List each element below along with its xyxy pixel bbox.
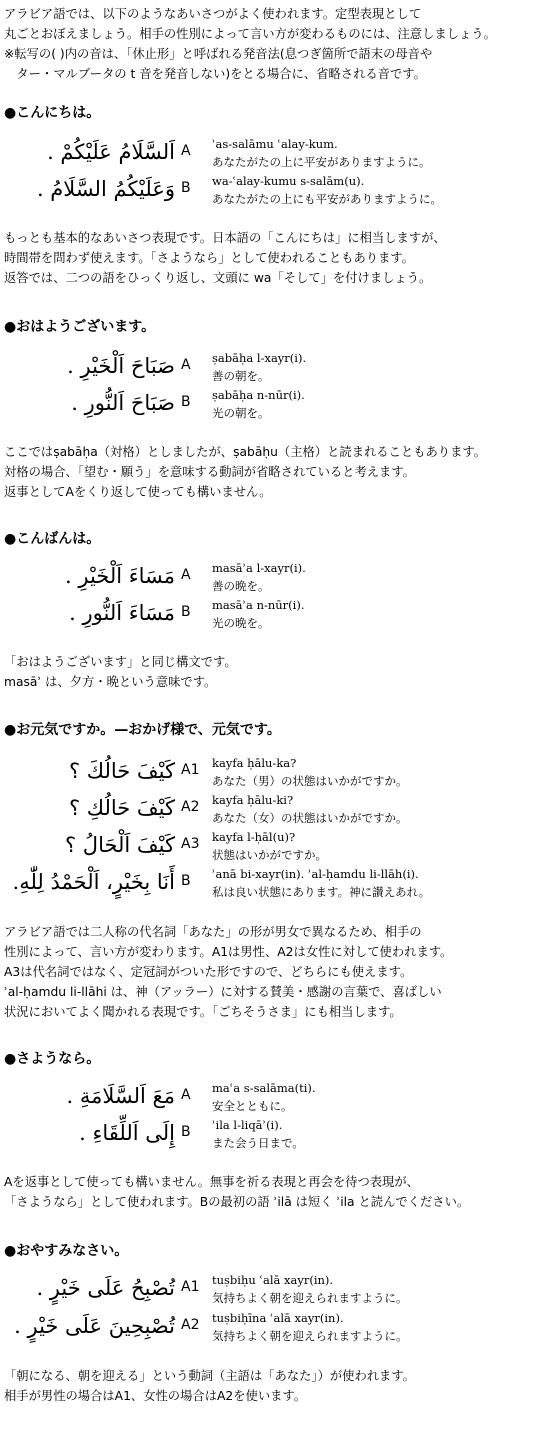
note-line: ここではṣabāḥa（対格）としましたが、ṣabāḥu（主格）と読まれることもあります。 — [4, 445, 487, 459]
transliteration: kayfa ḥālu-ki? — [212, 793, 294, 807]
meaning: 気持ちよく朝を迎えられますように。 — [212, 1329, 408, 1343]
note-line: 時間帯を問わず使えます。「さようなら」として使われることもあります。 — [4, 251, 414, 265]
meaning: 状態はいかがですか。 — [212, 848, 327, 862]
transliteration: ʾila l-liqāʾ(i). — [212, 1118, 283, 1132]
arabic-phrase: مَسَاءَ اَلنُّورِ . — [69, 601, 175, 625]
note-line: A3は代名詞ではなく、定冠詞がついた形ですので、どちらにも使えます。 — [4, 965, 413, 979]
meaning: 善の朝を。 — [212, 369, 270, 383]
phrase-label: A3 — [181, 836, 200, 852]
phrase-label: A2 — [181, 799, 200, 815]
note-line: 「おはようございます」と同じ構文です。 — [4, 655, 237, 669]
phrase-row — [0, 173, 540, 209]
note-line: 性別によって、言い方が変わります。A1は男性、A2は女性に対して使われます。 — [4, 945, 453, 959]
transliteration: maʿa s-salāma(ti). — [212, 1081, 316, 1095]
note-line: 「さようなら」として使われます。Bの最初の語 ʾilā は短く ʾila と読んでください。 — [4, 1195, 470, 1209]
note-line: ʾal-ḥamdu li-llāhi は、神（アッラー）に対する賛美・感謝の言葉で、喜ばしい — [4, 985, 442, 999]
intro-paragraph — [4, 4, 538, 84]
phrase-row — [0, 755, 540, 791]
arabic-phrase: تُصْبِحِينَ عَلَى خَيْرٍ . — [14, 1314, 175, 1338]
transliteration: ṣabāḥa l-xayr(i). — [212, 351, 307, 365]
meaning: あなたがたの上にも平安がありますように。 — [212, 192, 442, 206]
note-line: もっとも基本的なあいさつ表現です。日本語の「こんにちは」に相当しますが、 — [4, 231, 446, 245]
phrase-label: A — [181, 567, 191, 583]
phrase-label: A — [181, 1087, 191, 1103]
note-line: 対格の場合、「望む・願う」を意味する動詞が省略されていると考えます。 — [4, 465, 415, 479]
intro-line: ター・マルブータの t 音を発音しない)をとる場合に、省略される音です。 — [4, 67, 426, 81]
meaning: 私は良い状態にあります。神に讃えあれ。 — [212, 885, 431, 899]
phrase-label: B — [181, 604, 191, 620]
meaning: 安全とともに。 — [212, 1099, 293, 1113]
section-heading-good-night: ●おやすみなさい。 — [4, 1243, 129, 1259]
phrase-row — [0, 866, 540, 902]
arabic-phrase: أَنَا بِخَيْرٍ، اَلْحَمْدُ لِلّٰهِ. — [12, 870, 175, 894]
note-line: 「朝になる、朝を迎える」という動詞（主語は「あなた」）が使われます。 — [4, 1369, 415, 1383]
section-notes — [4, 1172, 538, 1212]
phrase-row — [0, 1272, 540, 1308]
arabic-phrase: وَعَلَيْكُمُ السَّلَامُ . — [36, 177, 175, 201]
meaning: 気持ちよく朝を迎えられますように。 — [212, 1291, 408, 1305]
section-notes — [4, 1366, 538, 1406]
section-heading-hello: ●こんにちは。 — [4, 105, 101, 121]
meaning: 光の晩を。 — [212, 616, 270, 630]
arabic-phrase: كَيْفَ حَالُكَ ؟ — [68, 759, 175, 783]
meaning: あなたがたの上に平安がありますように。 — [212, 155, 431, 169]
meaning: また会う日まで。 — [212, 1136, 304, 1150]
meaning: あなた（女）の状態はいかがですか。 — [212, 811, 408, 825]
arabic-phrase: صَبَاحَ اَلنُّورِ . — [71, 391, 175, 415]
transliteration: masāʾa l-xayr(i). — [212, 561, 306, 575]
phrase-row — [0, 1310, 540, 1346]
transliteration: kayfa l-ḥāl(u)? — [212, 830, 296, 844]
section-notes — [4, 922, 538, 1022]
transliteration: ṣabāḥa n-nūr(i). — [212, 388, 305, 402]
arabic-phrase: كَيْفَ اَلْحَالُ ؟ — [64, 833, 175, 857]
arabic-phrase: كَيْفَ حَالُكِ ؟ — [68, 796, 175, 820]
transliteration: wa-ʿalay-kumu s-salām(u). — [212, 174, 365, 188]
phrase-label: A — [181, 143, 191, 159]
transliteration: masāʾa n-nūr(i). — [212, 598, 305, 612]
phrase-row — [0, 1080, 540, 1116]
meaning: あなた（男）の状態はいかがですか。 — [212, 774, 408, 788]
phrase-row — [0, 792, 540, 828]
section-notes — [4, 652, 538, 692]
note-line: アラビア語では二人称の代名詞「あなた」の形が男女で異なるため、相手の — [4, 925, 422, 939]
note-line: 状況においてよく聞かれる表現です。「ごちそうさま」にも相当します。 — [4, 1005, 402, 1019]
phrase-label: A2 — [181, 1317, 200, 1333]
section-notes — [4, 442, 538, 502]
intro-line: 丸ごとおぼえましょう。相手の性別によって言い方が変わるものには、注意しましょう。 — [4, 27, 496, 41]
arabic-phrase: مَعَ اَلسَّلَامَةِ . — [66, 1084, 175, 1108]
phrase-label: A1 — [181, 1279, 200, 1295]
phrase-row — [0, 560, 540, 596]
arabic-phrase: إِلَى اَللِّقَاءِ . — [79, 1121, 175, 1145]
phrase-row — [0, 829, 540, 865]
section-heading-good-evening: ●こんばんは。 — [4, 531, 101, 547]
note-line: Aを返事として使っても構いません。無事を祈る表現と再会を待つ表現が、 — [4, 1175, 419, 1189]
arabic-phrase: اَلسَّلَامُ عَلَيْكُمْ . — [47, 140, 175, 164]
transliteration: ʾas-salāmu ʿalay-kum. — [212, 137, 338, 151]
arabic-phrase: مَسَاءَ اَلْخَيْرِ . — [65, 564, 175, 588]
phrase-label: B — [181, 394, 191, 410]
arabic-phrase: تُصْبِحُ عَلَى خَيْرٍ . — [36, 1276, 175, 1300]
phrase-label: B — [181, 180, 191, 196]
phrase-row — [0, 136, 540, 172]
intro-line: アラビア語では、以下のようなあいさつがよく使われます。定型表現として — [4, 7, 422, 21]
transliteration: tuṣbiḥu ʿalā xayr(in). — [212, 1273, 334, 1287]
note-line: masāʾ は、夕方・晩という意味です。 — [4, 675, 217, 689]
section-notes — [4, 228, 538, 288]
arabic-phrase: صَبَاحَ اَلْخَيْرِ . — [67, 354, 175, 378]
phrase-label: A1 — [181, 762, 200, 778]
phrase-row — [0, 1117, 540, 1153]
phrase-label: A — [181, 357, 191, 373]
intro-line: ※転写の( )内の音は、「休止形」と呼ばれる発音法(息つぎ箇所で語末の母音や — [4, 47, 433, 61]
meaning: 善の晩を。 — [212, 579, 270, 593]
phrase-row — [0, 387, 540, 423]
note-line: 返答では、二つの語をひっくり返し、文頭に wa「そして」を付けましょう。 — [4, 271, 432, 285]
transliteration: tuṣbiḥīna ʿalā xayr(in). — [212, 1311, 344, 1325]
section-heading-good-morning: ●おはようございます。 — [4, 319, 156, 335]
phrase-label: B — [181, 873, 191, 889]
phrase-row — [0, 350, 540, 386]
note-line: 相手が男性の場合はA1、女性の場合はA2を使います。 — [4, 1389, 307, 1403]
phrase-row — [0, 597, 540, 633]
meaning: 光の朝を。 — [212, 406, 270, 420]
transliteration: ʾanā bi-xayr(in). ʾal-ḥamdu li-llāh(i). — [212, 867, 419, 881]
note-line: 返事としてAをくり返して使っても構いません。 — [4, 485, 272, 499]
phrase-label: B — [181, 1124, 191, 1140]
section-heading-goodbye: ●さようなら。 — [4, 1051, 101, 1067]
section-heading-how-are-you: ●お元気ですか。—おかげ様で、元気です。 — [4, 722, 281, 738]
transliteration: kayfa ḥālu-ka? — [212, 756, 297, 770]
